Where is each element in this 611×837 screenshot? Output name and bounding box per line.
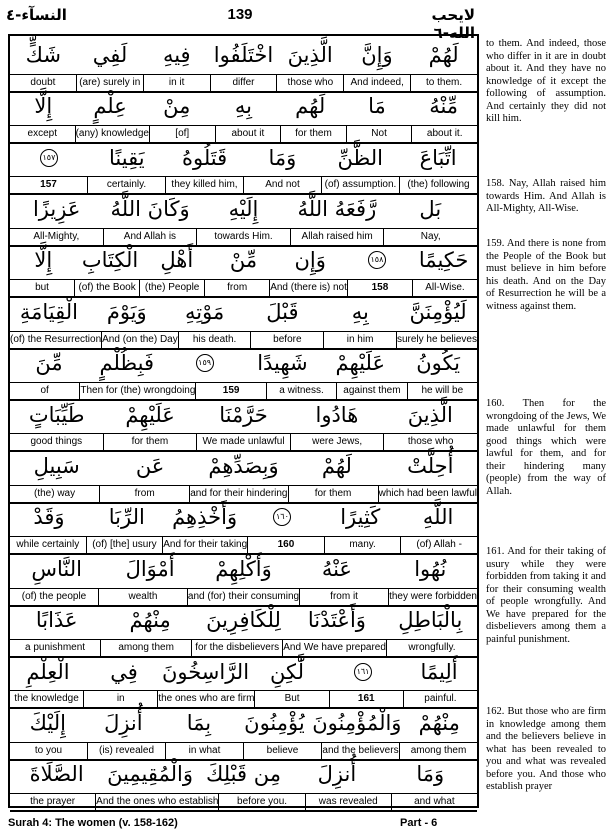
arabic-word: مِنْ bbox=[163, 94, 191, 119]
english-gloss: (are) surely in bbox=[76, 75, 143, 91]
english-gloss: in him bbox=[323, 332, 396, 348]
arabic-word: الَّذِينَ bbox=[287, 42, 333, 67]
ayah-circle: ١٥٧ bbox=[40, 149, 58, 167]
english-gloss: but bbox=[35, 282, 49, 294]
verse-line bbox=[10, 293, 477, 350]
arabic-word: أَمْوَالَ bbox=[125, 556, 175, 581]
verse-line bbox=[10, 344, 477, 401]
arabic-word: يَقِينًا bbox=[109, 145, 145, 170]
arabic-word: الصَّلَاةَ bbox=[29, 762, 84, 787]
arabic-word: حَرَّمْنَا bbox=[219, 402, 268, 427]
verse-number-cell: 161 bbox=[329, 691, 403, 707]
english-gloss: to them. bbox=[410, 75, 477, 91]
page-number: 139 bbox=[227, 6, 253, 23]
arabic-word: عَلَيْهِمْ bbox=[335, 351, 385, 376]
arabic-word: بَل bbox=[419, 196, 442, 221]
english-gloss: (is) revealed bbox=[87, 743, 165, 759]
arabic-word: اتِّبَاعَ bbox=[419, 145, 457, 170]
arabic-word: وَمَا bbox=[268, 145, 297, 170]
verse-line bbox=[10, 550, 477, 607]
english-gloss: in what bbox=[165, 743, 243, 759]
english-gloss: about it. bbox=[411, 126, 477, 142]
english-gloss: against them bbox=[336, 383, 406, 399]
english-gloss: from bbox=[204, 280, 269, 296]
english-gloss: except bbox=[27, 127, 57, 139]
verse-line bbox=[10, 653, 477, 710]
english-gloss: he will be bbox=[407, 383, 477, 399]
arabic-word: وَأَكْلِهِمْ bbox=[215, 556, 272, 581]
arabic-word: الَّذِينَ bbox=[407, 402, 453, 427]
english-gloss: from bbox=[99, 486, 189, 502]
english-gloss: a punishment bbox=[25, 641, 86, 653]
english-gloss: which had been lawful bbox=[378, 486, 477, 502]
arabic-row bbox=[10, 447, 477, 486]
english-gloss: towards Him. bbox=[196, 229, 290, 245]
english-gloss: doubt bbox=[30, 76, 56, 88]
english-gloss: the knowledge bbox=[14, 693, 79, 705]
arabic-row bbox=[10, 344, 477, 383]
arabic-word: يَكُونُ bbox=[416, 351, 460, 376]
english-gloss: before you. bbox=[218, 794, 304, 810]
ayah-circle: ١٥٩ bbox=[196, 354, 214, 372]
ayah-number-marker bbox=[244, 499, 322, 537]
arabic-word: بِهِ bbox=[234, 94, 253, 119]
ayah-number-marker bbox=[10, 139, 88, 177]
english-gloss: about it bbox=[215, 126, 281, 142]
arabic-word: النَّاسِ bbox=[31, 556, 82, 581]
arabic-row bbox=[10, 139, 477, 178]
arabic-word: الرَّاسِخُونَ bbox=[161, 659, 250, 684]
arabic-word: مَوْتِهِ bbox=[185, 299, 225, 324]
english-gloss: believe bbox=[243, 743, 321, 759]
english-gloss: All-Wise. bbox=[412, 280, 477, 296]
arabic-row bbox=[10, 704, 477, 743]
arabic-word: وَإِنَّ bbox=[361, 42, 393, 67]
verse-line bbox=[10, 756, 477, 813]
arabic-word: حَكِيمًا bbox=[418, 248, 469, 273]
english-gloss: (of) the Book bbox=[74, 280, 139, 296]
english-gloss: wrongfully. bbox=[386, 640, 477, 656]
arabic-word: عَن bbox=[135, 453, 165, 478]
word-by-word-grid bbox=[8, 34, 479, 808]
english-gloss: his death. bbox=[178, 332, 251, 348]
english-gloss: And Allah is bbox=[103, 229, 197, 245]
arabic-word: إِلَّا bbox=[34, 248, 53, 273]
arabic-word: وَأَعْتَدْنَا bbox=[307, 608, 366, 633]
verse-line bbox=[10, 190, 477, 247]
english-gloss: All-Mighty, bbox=[33, 230, 80, 242]
arabic-word: مِّنْ bbox=[229, 248, 258, 273]
arabic-word: وَمَا bbox=[416, 762, 445, 787]
english-gloss: were Jews, bbox=[290, 434, 384, 450]
verse-line bbox=[10, 704, 477, 761]
arabic-word: لَهُمْ bbox=[428, 42, 459, 67]
verse-number-cell: 160 bbox=[247, 537, 324, 553]
english-gloss: We made unlawful bbox=[196, 434, 290, 450]
arabic-row bbox=[10, 653, 477, 692]
english-gloss: (any) knowledge bbox=[75, 126, 149, 142]
arabic-word: كَثِيرًا bbox=[340, 505, 381, 530]
arabic-word: إِلَّا bbox=[34, 94, 53, 119]
english-gloss: (the) People bbox=[139, 280, 204, 296]
translation-paragraph: 160. Then for the wrongdoing of the Jews, We made unlawful for them good things which were lawful for them, and for their hindering many (people) from the way of Allah. bbox=[486, 398, 606, 497]
arabic-word: بِهِ bbox=[351, 299, 369, 324]
english-gloss: many. bbox=[324, 537, 401, 553]
translation-paragraph: 159. And there is none from the People of the Book but must believe in him before his death. And on the Day of Resurrection he will be a witness against them. bbox=[486, 238, 606, 312]
english-gloss: a witness. bbox=[266, 383, 336, 399]
english-gloss: Not bbox=[346, 126, 412, 142]
verse-line bbox=[10, 242, 477, 299]
english-gloss: and the believers bbox=[321, 743, 399, 759]
arabic-word: إِلَيْكَ bbox=[29, 710, 66, 735]
english-gloss: Nay, bbox=[383, 229, 477, 245]
page-header bbox=[0, 0, 611, 42]
english-gloss: And not bbox=[243, 177, 321, 193]
arabic-word: عَذَابًا bbox=[35, 608, 78, 633]
english-gloss: they killed him, bbox=[165, 177, 243, 193]
arabic-row bbox=[10, 756, 477, 795]
arabic-word: نُهُوا bbox=[414, 556, 447, 581]
ayah-number-marker bbox=[325, 653, 401, 691]
arabic-word: مِنْهُمْ bbox=[418, 710, 460, 735]
arabic-word: قَتَلُوهُ bbox=[182, 145, 228, 170]
english-gloss: And (there is) not bbox=[269, 280, 347, 296]
arabic-word: شَكٍّ bbox=[25, 42, 61, 67]
footer-surah: Surah 4: The women (v. 158-162) bbox=[8, 817, 178, 829]
english-gloss: the ones who are firm bbox=[157, 691, 254, 707]
arabic-row bbox=[10, 396, 477, 435]
arabic-word: عِلْمٍ bbox=[93, 94, 127, 119]
english-gloss: (of) the people bbox=[21, 590, 87, 602]
english-gloss: wealth bbox=[98, 589, 187, 605]
arabic-word: أَلِيمًا bbox=[420, 659, 458, 684]
arabic-word: وَقَدْ bbox=[33, 505, 65, 530]
arabic-word: مِّنْهُ bbox=[429, 94, 459, 119]
arabic-row bbox=[10, 550, 477, 589]
translation-paragraph: 161. And for their taking of usury while they were forbidden from taking it and for their consuming wealth of people wrongfully. And We have prepared for the disbelievers among them a painful punishment. bbox=[486, 546, 606, 645]
english-gloss: was revealed bbox=[305, 794, 391, 810]
arabic-row bbox=[10, 293, 477, 332]
arabic-word: فَبِظُلْمٍ bbox=[99, 351, 155, 376]
verse-number-cell: 159 bbox=[195, 383, 265, 399]
translation-paragraph: 158. Nay, Allah raised him towards Him. And Allah is All-Mighty, All-Wise. bbox=[486, 178, 606, 214]
arabic-word: لِلْكَافِرِينَ bbox=[206, 608, 281, 633]
english-gloss: they were forbidden bbox=[388, 589, 477, 605]
ayah-number-marker bbox=[166, 344, 244, 382]
arabic-row bbox=[10, 190, 477, 229]
arabic-word: لَهُمْ bbox=[321, 453, 352, 478]
arabic-word: يُؤْمِنُونَ bbox=[244, 710, 305, 735]
english-gloss: But bbox=[254, 691, 328, 707]
ayah-number-marker bbox=[344, 242, 411, 280]
english-gloss: and (for) their consuming bbox=[187, 589, 299, 605]
verse-number-cell: 158 bbox=[347, 280, 412, 296]
arabic-word: هَادُوا bbox=[315, 402, 359, 427]
english-gloss: (of) Allah - bbox=[400, 537, 477, 553]
english-gloss: (of) assumption. bbox=[321, 177, 399, 193]
english-gloss: before bbox=[250, 332, 323, 348]
english-gloss: (of) [the] usury bbox=[86, 537, 163, 553]
english-gloss: certainly. bbox=[87, 177, 165, 193]
arabic-word: مِن قَبْلِكَ bbox=[206, 762, 281, 787]
arabic-word: إِلَيْهِ bbox=[228, 196, 259, 221]
english-gloss: surely he believes bbox=[396, 332, 477, 348]
ayah-circle: ١٥٨ bbox=[368, 251, 386, 269]
english-gloss: in bbox=[83, 691, 157, 707]
arabic-word: سَبِيلِ bbox=[33, 453, 80, 478]
arabic-word: لَيُؤْمِنَنَّ bbox=[409, 299, 467, 324]
english-row bbox=[10, 794, 477, 812]
translation-paragraph: 162. But those who are firm in knowledge among them and the believers believe in what has been revealed to you and what was revealed before you. And those who establish prayer bbox=[486, 706, 606, 792]
arabic-word: لَهُم bbox=[295, 94, 326, 119]
arabic-word: أُنزِلَ bbox=[104, 710, 143, 735]
english-gloss: (the) way bbox=[34, 487, 76, 499]
arabic-word: فِيهِ bbox=[162, 42, 191, 67]
verse-number-cell: 157 bbox=[40, 179, 57, 191]
english-gloss: And the ones who establish bbox=[95, 794, 218, 810]
arabic-word: بِمَا bbox=[186, 710, 212, 735]
arabic-word: رَّفَعَهُ اللَّهُ bbox=[297, 196, 377, 221]
english-gloss: and what bbox=[391, 794, 477, 810]
translation-paragraph: to them. And indeed, those who differ in it are in doubt about it. And they have no knowledge of it except the following of assumption. And certainly they did not kill him. bbox=[486, 38, 606, 124]
arabic-word: أُحِلَّتْ bbox=[407, 453, 454, 478]
english-gloss: in it bbox=[143, 75, 210, 91]
arabic-word: عَلَيْهِمْ bbox=[125, 402, 175, 427]
arabic-word: الْقِيَامَةِ bbox=[19, 299, 78, 324]
ayah-circle: ١٦١ bbox=[354, 663, 372, 681]
english-gloss: Then for (the) wrongdoing bbox=[79, 383, 195, 399]
verse-line bbox=[10, 36, 477, 93]
arabic-word: طَيِّبَاتٍ bbox=[28, 402, 85, 427]
english-gloss: among them bbox=[100, 640, 191, 656]
arabic-word: شَهِيدًا bbox=[257, 351, 308, 376]
arabic-row bbox=[10, 601, 477, 640]
arabic-word: عَنْهُ bbox=[321, 556, 352, 581]
ayah-circle: ١٦٠ bbox=[273, 508, 291, 526]
arabic-word: الرِّبَا bbox=[108, 505, 145, 530]
english-gloss: (of) the Resurrection bbox=[9, 333, 102, 345]
arabic-word: وَيَوْمَ bbox=[106, 299, 147, 324]
english-gloss: And We have prepared bbox=[282, 640, 386, 656]
english-gloss: and for their hindering bbox=[189, 486, 287, 502]
arabic-word: قَبْلَ bbox=[266, 299, 299, 324]
english-gloss: those who bbox=[383, 434, 477, 450]
verse-line bbox=[10, 87, 477, 144]
footer-part: Part - 6 bbox=[400, 817, 438, 829]
english-gloss: for them bbox=[103, 434, 197, 450]
arabic-word: فِي bbox=[110, 659, 138, 684]
english-gloss: to you bbox=[34, 744, 63, 756]
arabic-word: أَهْلِ bbox=[160, 248, 194, 273]
english-gloss: [of] bbox=[149, 126, 215, 142]
arabic-word: الْكِتَابِ bbox=[81, 248, 139, 273]
english-gloss: for them bbox=[280, 126, 346, 142]
english-gloss: the prayer bbox=[30, 796, 76, 808]
arabic-word: وَبِصَدِّهِمْ bbox=[208, 453, 279, 478]
arabic-word: الظَّنِّ bbox=[337, 145, 383, 170]
english-gloss: of bbox=[40, 384, 49, 396]
arabic-row bbox=[10, 36, 477, 75]
english-gloss: Allah raised him bbox=[290, 229, 384, 245]
english-gloss: (the) following bbox=[399, 177, 477, 193]
arabic-word: لَفِي bbox=[92, 42, 128, 67]
english-gloss: And indeed, bbox=[343, 75, 410, 91]
arabic-row bbox=[10, 499, 477, 538]
arabic-word: مِّنَ bbox=[35, 351, 63, 376]
english-gloss: differ bbox=[210, 75, 277, 91]
juz-name-header: لايحب الله-٦ bbox=[431, 6, 475, 42]
arabic-word: الْعِلْمِ bbox=[26, 659, 70, 684]
arabic-word: وَإِن bbox=[294, 248, 326, 273]
english-gloss: And for their taking bbox=[162, 537, 247, 553]
arabic-word: لَّٰكِنِ bbox=[270, 659, 305, 684]
english-gloss: those who bbox=[276, 75, 343, 91]
verse-line bbox=[10, 499, 477, 556]
verse-line bbox=[10, 396, 477, 453]
arabic-word: وَأَخْذِهِمُ bbox=[172, 505, 238, 530]
arabic-word: وَالْمُقِيمِينَ bbox=[107, 762, 194, 787]
english-gloss: while certainly bbox=[16, 539, 80, 551]
english-gloss: for the disbelievers bbox=[191, 640, 282, 656]
arabic-word: عَزِيزًا bbox=[32, 196, 81, 221]
arabic-word: مِنْهُمْ bbox=[129, 608, 171, 633]
arabic-word: اخْتَلَفُوا bbox=[213, 42, 274, 67]
english-gloss: among them bbox=[399, 743, 477, 759]
arabic-row bbox=[10, 87, 477, 126]
arabic-word: وَالْمُؤْمِنُونَ bbox=[312, 710, 402, 735]
english-gloss: for them bbox=[288, 486, 378, 502]
arabic-word: وَكَانَ اللَّهُ bbox=[110, 196, 190, 221]
arabic-word: اللَّهِ bbox=[422, 505, 454, 530]
english-gloss: And (on the) Day bbox=[101, 332, 178, 348]
english-gloss: from it bbox=[299, 589, 388, 605]
arabic-word: مَا bbox=[368, 94, 386, 119]
english-gloss: painful. bbox=[403, 691, 477, 707]
arabic-word: أُنزِلَ bbox=[317, 762, 357, 787]
verse-line bbox=[10, 139, 477, 196]
arabic-row bbox=[10, 242, 477, 281]
surah-name-header: النسآء-٤ bbox=[6, 6, 67, 24]
arabic-word: بِالْبَاطِلِ bbox=[398, 608, 463, 633]
english-gloss: good things bbox=[30, 436, 83, 448]
verse-line bbox=[10, 601, 477, 658]
verse-line bbox=[10, 447, 477, 504]
